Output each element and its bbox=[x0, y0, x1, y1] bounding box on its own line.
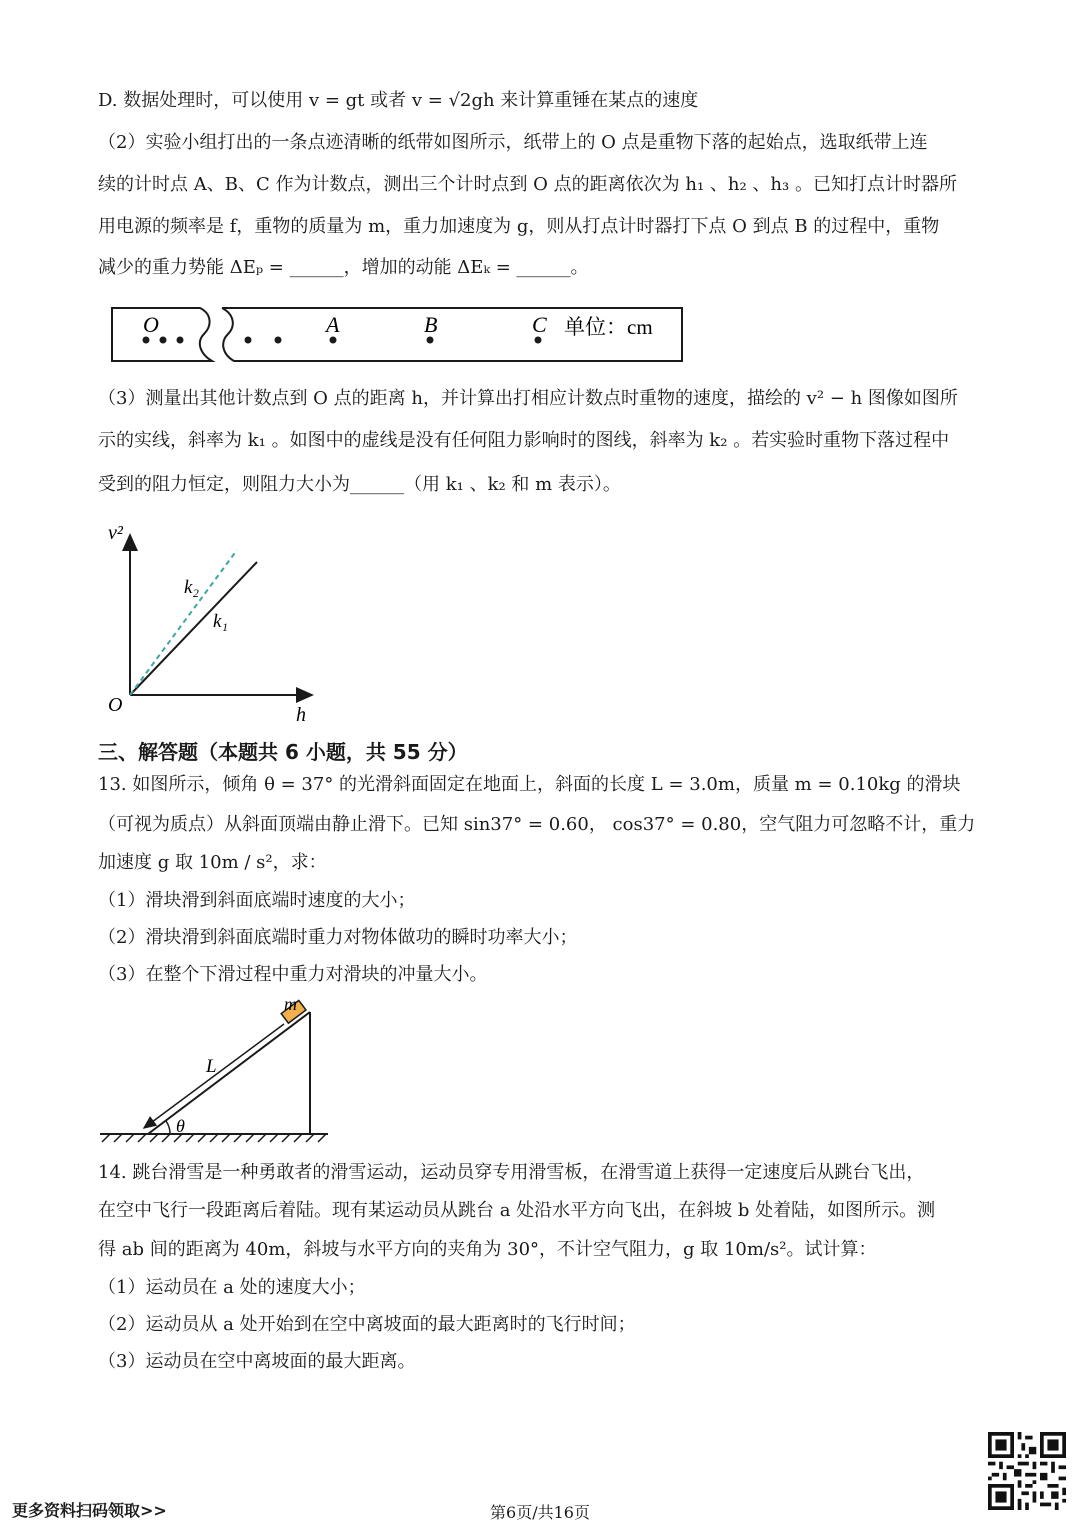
q14-line-2: 在空中飞行一段距离后着陆。现有某运动员从跳台 a 处沿水平方向飞出，在斜坡 b 处着陆，如图所示。测 bbox=[98, 1200, 936, 1221]
graph-x-label: h bbox=[296, 704, 306, 726]
qr-code-icon[interactable] bbox=[988, 1432, 1066, 1510]
tape-label-a: A bbox=[326, 312, 340, 337]
q2-line-4: 减少的重力势能 ΔEₚ = ______，增加的动能 ΔEₖ = ______。 bbox=[98, 257, 589, 278]
tape-dot bbox=[160, 337, 167, 344]
tape-dot-b bbox=[427, 337, 434, 344]
q13-line-3: 加速度 g 取 10m / s²，求： bbox=[98, 852, 327, 873]
tape-label-o: O bbox=[143, 312, 159, 337]
paper-tape-figure bbox=[108, 300, 688, 368]
theta-label: θ bbox=[176, 1116, 185, 1136]
option-d: D. 数据处理时，可以使用 v = gt 或者 v = √2gh 来计算重锤在某点的速度 bbox=[98, 90, 699, 111]
q2-line-1: （2）实验小组打出的一条点迹清晰的纸带如图所示，纸带上的 O 点是重物下落的起始点，选取纸带上连 bbox=[98, 132, 928, 153]
incline-figure bbox=[98, 990, 338, 1150]
page-number: 第6页/共16页 bbox=[490, 1503, 590, 1522]
tape-dot bbox=[245, 337, 252, 344]
q14-part-3: （3）运动员在空中离坡面的最大距离。 bbox=[98, 1351, 416, 1372]
q13-part-3: （3）在整个下滑过程中重力对滑块的冲量大小。 bbox=[98, 964, 488, 985]
q13-line-1: 13. 如图所示，倾角 θ = 37° 的光滑斜面固定在地面上，斜面的长度 L = 3.0m，质量 m = 0.10kg 的滑块 bbox=[98, 774, 961, 795]
q13-part-2: （2）滑块滑到斜面底端时重力对物体做功的瞬时功率大小； bbox=[98, 927, 578, 948]
v2-h-graph bbox=[100, 515, 330, 730]
tape-dot bbox=[275, 337, 282, 344]
tape-label-c: C bbox=[532, 312, 547, 337]
tape-dot bbox=[143, 337, 150, 344]
q3-line-1: （3）测量出其他计数点到 O 点的距离 h，并计算出打相应计数点时重物的速度，描绘的 v² − h 图像如图所 bbox=[98, 388, 958, 409]
q2-line-2: 续的计时点 A、B、C 作为计数点，测出三个计时点到 O 点的距离依次为 h₁ 、h₂ 、h₃ 。已知打点计时器所 bbox=[98, 174, 957, 195]
length-label: L bbox=[206, 1056, 217, 1077]
section-heading: 三、解答题（本题共 6 小题，共 55 分） bbox=[98, 740, 468, 764]
tape-dot-c bbox=[535, 337, 542, 344]
q14-part-2: （2）运动员从 a 处开始到在空中离坡面的最大距离时的飞行时间； bbox=[98, 1314, 636, 1335]
q3-line-3: 受到的阻力恒定，则阻力大小为______（用 k₁ 、k₂ 和 m 表示）。 bbox=[98, 474, 621, 495]
mass-label: m bbox=[284, 994, 297, 1014]
tape-unit: 单位：cm bbox=[564, 315, 653, 339]
q13-line-2: （可视为质点）从斜面顶端由静止滑下。已知 sin37° = 0.60， cos37° = 0.80，空气阻力可忽略不计，重力 bbox=[98, 814, 976, 835]
q14-line-1: 14. 跳台滑雪是一种勇敢者的滑雪运动，运动员穿专用滑雪板，在滑雪道上获得一定速度后从跳台飞出， bbox=[98, 1162, 925, 1183]
k2-label: k₂ bbox=[184, 577, 200, 598]
ground-hatching bbox=[102, 1134, 326, 1142]
tape-label-b: B bbox=[424, 312, 438, 337]
q3-line-2: 示的实线，斜率为 k₁ 。如图中的虚线是没有任何阻力影响时的图线，斜率为 k₂ 。若实验时重物下落过程中 bbox=[98, 430, 950, 451]
q2-line-3: 用电源的频率是 f，重物的质量为 m，重力加速度为 g，则从打点计时器打下点 O 到点 B 的过程中，重物 bbox=[98, 216, 940, 237]
q14-line-3: 得 ab 间的距离为 40m，斜坡与水平方向的夹角为 30°，不计空气阻力，g 取 10m/s²。试计算： bbox=[98, 1239, 877, 1260]
k1-label: k₁ bbox=[213, 611, 229, 632]
tape-dot-a bbox=[330, 337, 337, 344]
graph-y-label: v² bbox=[108, 522, 123, 544]
q14-part-1: （1）运动员在 a 处的速度大小； bbox=[98, 1277, 366, 1298]
q13-part-1: （1）滑块滑到斜面底端时速度的大小； bbox=[98, 890, 416, 911]
tape-dot bbox=[177, 337, 184, 344]
graph-origin: O bbox=[108, 694, 123, 716]
footer-promo-link[interactable]: 更多资料扫码领取>> bbox=[12, 1501, 167, 1520]
